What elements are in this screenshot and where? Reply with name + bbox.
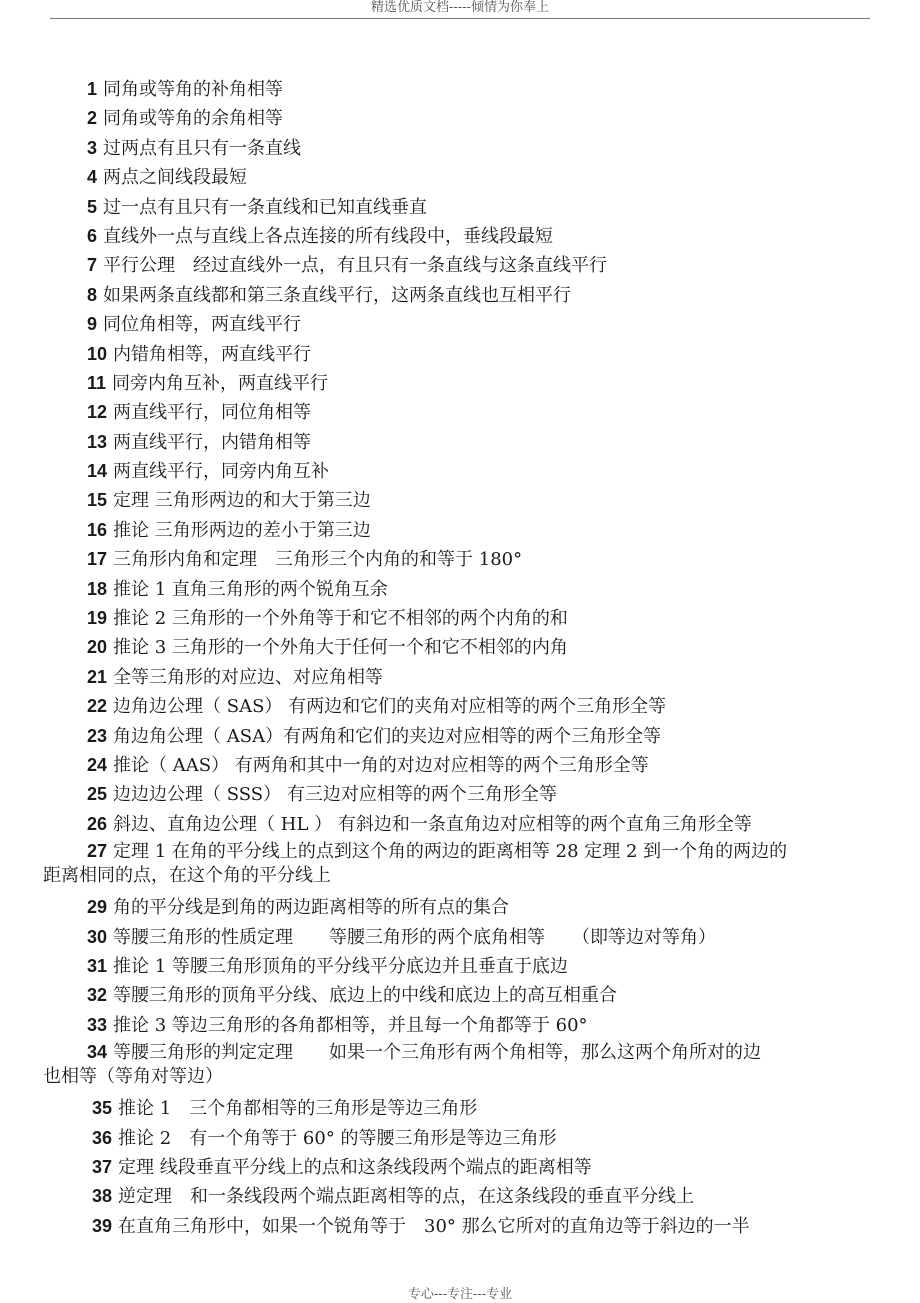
theorem-number: 22	[87, 696, 108, 717]
theorem-text: 过一点有且只有一条直线和已知直线垂直	[103, 196, 428, 218]
theorem-item	[0, 251, 920, 280]
theorem-item	[0, 751, 920, 780]
theorem-number: 24	[87, 754, 108, 775]
theorem-text: 推论 2 有一个角等于 60° 的等腰三角形是等边三角形	[118, 1127, 557, 1149]
theorem-number: 21	[87, 666, 108, 687]
theorem-number: 34	[87, 1042, 108, 1063]
theorem-number: 12	[87, 402, 108, 423]
theorem-number: 29	[87, 897, 108, 918]
theorem-number: 36	[92, 1127, 113, 1148]
theorem-item	[0, 163, 920, 192]
theorem-item	[0, 310, 920, 339]
theorem-number: 17	[87, 549, 108, 570]
theorem-number: 23	[87, 725, 108, 746]
theorem-text: 同角或等角的补角相等	[103, 79, 284, 100]
theorem-item	[0, 193, 920, 222]
theorem-text: 角边角公理（ ASA）有两角和它们的夹边对应相等的两个三角形全等	[113, 725, 662, 747]
theorem-list	[0, 75, 920, 1241]
theorem-number: 15	[87, 490, 108, 511]
theorem-item	[0, 575, 920, 604]
theorem-text: 同位角相等，两直线平行	[103, 314, 302, 336]
theorem-text: 在直角三角形中，如果一个锐角等于 30° 那么它所对的直角边等于斜边的一半	[118, 1215, 750, 1237]
theorem-text: 边角边公理（ SAS） 有两边和它们的夹角对应相等的两个三角形全等	[113, 696, 667, 718]
theorem-number: 20	[87, 637, 108, 658]
theorem-text: 全等三角形的对应边、对应角相等	[113, 666, 384, 688]
theorem-item	[0, 981, 920, 1010]
theorem-text: 内错角相等，两直线平行	[113, 343, 312, 365]
theorem-number: 31	[87, 955, 108, 976]
theorem-text: 同角或等角的余角相等	[103, 108, 284, 130]
theorem-item	[0, 722, 920, 751]
theorem-text: 等腰三角形的顶角平分线、底边上的中线和底边上的高互相重合	[113, 985, 618, 1007]
theorem-item	[0, 923, 920, 952]
theorem-text: 两点之间线段最短	[103, 167, 248, 189]
theorem-item	[0, 398, 920, 427]
theorem-item	[0, 1094, 920, 1123]
theorem-item	[0, 340, 920, 369]
theorem-number: 27	[87, 841, 108, 862]
theorem-item	[0, 663, 920, 692]
theorem-item	[0, 75, 920, 104]
theorem-number: 18	[87, 578, 108, 599]
theorem-item	[0, 516, 920, 545]
theorem-number: 33	[87, 1014, 108, 1035]
theorem-text: 定理 三角形两边的和大于第三边	[113, 490, 371, 512]
theorem-item	[0, 1011, 920, 1040]
theorem-number: 2	[87, 108, 98, 129]
theorem-item	[0, 604, 920, 633]
theorem-text: 过两点有且只有一条直线	[103, 137, 302, 159]
theorem-item	[0, 780, 920, 809]
theorem-number: 1	[87, 79, 98, 99]
theorem-number: 39	[92, 1215, 113, 1236]
theorem-item	[0, 1153, 920, 1182]
theorem-item	[0, 486, 920, 515]
theorem-number: 38	[92, 1186, 113, 1207]
theorem-number: 30	[87, 926, 108, 947]
theorem-number: 5	[87, 196, 98, 217]
theorem-item	[0, 839, 920, 888]
theorem-text: 推论 三角形两边的差小于第三边	[113, 519, 371, 541]
theorem-text: 推论 1 直角三角形的两个锐角互余	[113, 578, 388, 600]
theorem-text: 直线外一点与直线上各点连接的所有线段中，垂线段最短	[103, 225, 554, 247]
theorem-text: 平行公理 经过直线外一点，有且只有一条直线与这条直线平行	[103, 255, 608, 277]
theorem-item	[0, 222, 920, 251]
theorem-item	[0, 457, 920, 486]
theorem-number: 25	[87, 784, 108, 805]
theorem-item	[0, 893, 920, 922]
theorem-text: 推论 3 等边三角形的各角都相等，并且每一个角都等于 60°	[113, 1014, 588, 1036]
theorem-item	[0, 692, 920, 721]
theorem-number: 9	[87, 314, 98, 335]
theorem-text: 三角形内角和定理 三角形三个内角的和等于 180°	[113, 549, 523, 571]
theorem-item	[0, 1212, 920, 1241]
theorem-item	[0, 369, 920, 398]
theorem-number: 4	[87, 167, 98, 188]
theorem-text: 定理 1 在角的平分线上的点到这个角的两边的距离相等 28 定理 2 到一个角的两边的	[113, 841, 788, 863]
theorem-number: 26	[87, 813, 108, 834]
theorem-text: 推论 3 三角形的一个外角大于任何一个和它不相邻的内角	[113, 637, 568, 659]
theorem-text: 定理 线段垂直平分线上的点和这条线段两个端点的距离相等	[118, 1156, 592, 1178]
theorem-number: 14	[87, 461, 108, 482]
theorem-text: 斜边、直角边公理（ HL ） 有斜边和一条直角边对应相等的两个直角三角形全等	[113, 813, 752, 835]
theorem-text: 如果两条直线都和第三条直线平行，这两条直线也互相平行	[103, 284, 572, 306]
theorem-item	[0, 545, 920, 574]
theorem-text: 逆定理 和一条线段两个端点距离相等的点，在这条线段的垂直平分线上	[118, 1186, 695, 1208]
theorem-item	[0, 952, 920, 981]
theorem-number: 8	[87, 284, 98, 305]
theorem-number: 35	[92, 1098, 113, 1119]
theorem-number: 32	[87, 985, 108, 1006]
theorem-number: 37	[92, 1156, 113, 1177]
theorem-text: 两直线平行，内错角相等	[113, 431, 312, 453]
page-header: 精选优质文档-----倾情为你奉上	[50, 0, 870, 19]
theorem-text: 等腰三角形的判定定理 如果一个三角形有两个角相等，那么这两个角所对的边	[113, 1042, 762, 1064]
theorem-item	[0, 428, 920, 457]
theorem-text: 推论 1 等腰三角形顶角的平分线平分底边并且垂直于底边	[113, 955, 568, 977]
theorem-text-continued: 也相等（等角对等边）	[43, 1066, 223, 1088]
theorem-text: 等腰三角形的性质定理 等腰三角形的两个底角相等 （即等边对等角）	[113, 926, 717, 948]
theorem-item	[0, 1040, 920, 1089]
theorem-item	[0, 1182, 920, 1211]
theorem-item	[0, 1124, 920, 1153]
theorem-number: 6	[87, 225, 98, 246]
theorem-item	[0, 134, 920, 163]
theorem-text: 边边边公理（ SSS） 有三边对应相等的两个三角形全等	[113, 784, 557, 806]
theorem-text: 角的平分线是到角的两边距离相等的所有点的集合	[113, 897, 510, 919]
theorem-number: 13	[87, 431, 108, 452]
theorem-text-continued: 距离相同的点，在这个角的平分线上	[43, 865, 331, 887]
theorem-text: 同旁内角互补，两直线平行	[112, 372, 329, 394]
theorem-item	[0, 810, 920, 839]
theorem-text: 两直线平行，同旁内角互补	[113, 461, 330, 483]
theorem-number: 10	[87, 343, 108, 364]
theorem-number: 3	[87, 137, 98, 158]
theorem-text: 推论 2 三角形的一个外角等于和它不相邻的两个内角的和	[113, 608, 568, 630]
theorem-item	[0, 633, 920, 662]
theorem-item	[0, 281, 920, 310]
theorem-number: 11	[87, 372, 107, 393]
page-footer: 专心---专注---专业	[407, 1287, 513, 1302]
theorem-number: 7	[87, 255, 98, 276]
theorem-text: 两直线平行，同位角相等	[113, 402, 312, 424]
theorem-number: 19	[87, 608, 108, 629]
theorem-text: 推论（ AAS） 有两角和其中一角的对边对应相等的两个三角形全等	[113, 754, 649, 776]
theorem-text: 推论 1 三个角都相等的三角形是等边三角形	[118, 1098, 478, 1120]
theorem-number: 16	[87, 519, 108, 540]
theorem-item	[0, 104, 920, 133]
